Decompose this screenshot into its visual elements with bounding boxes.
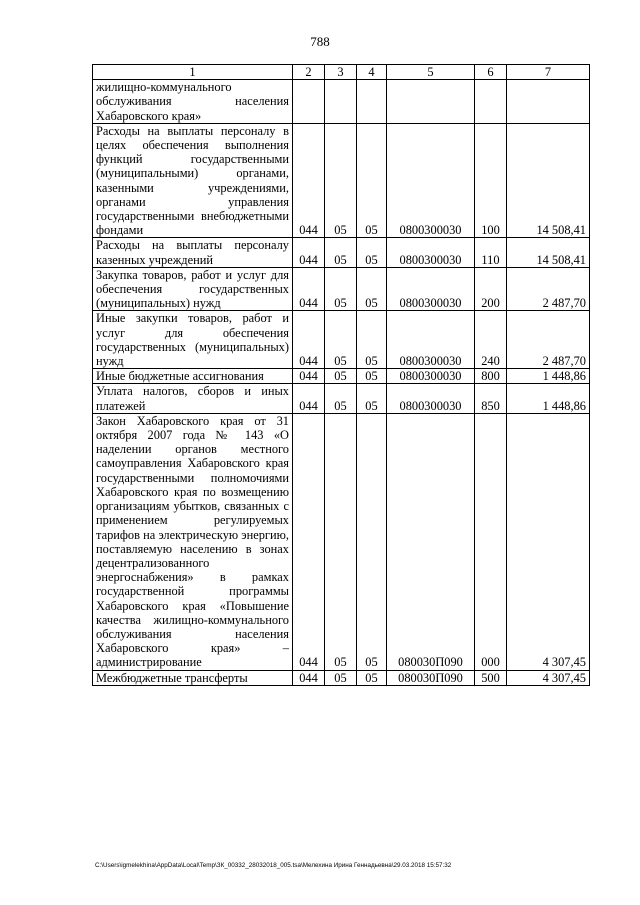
page-number: 788 <box>310 34 330 49</box>
row-sum: 2 487,70 <box>507 267 590 311</box>
row-vr: 100 <box>475 123 507 238</box>
row-vr: 850 <box>475 384 507 413</box>
column-header: 4 <box>357 65 387 80</box>
table-row <box>93 670 590 685</box>
row-csr: 0800300030 <box>387 123 475 238</box>
row-gr: 044 <box>293 238 325 267</box>
row-vr <box>475 80 507 124</box>
row-name: Расходы на выплаты персоналу в целях обеспечения выполнения функций государственными (муниципальными) органами, казенными учреждениями, органами управления государственными внебюджетными фондами <box>93 123 293 238</box>
row-sum: 1 448,86 <box>507 369 590 384</box>
column-header: 1 <box>93 65 293 80</box>
row-rz <box>325 80 357 124</box>
column-header: 6 <box>475 65 507 80</box>
table-row <box>93 80 590 124</box>
row-gr: 044 <box>293 384 325 413</box>
row-gr: 044 <box>293 267 325 311</box>
table-row <box>93 123 590 238</box>
row-name: Расходы на выплаты персоналу казенных учреждений <box>93 238 293 267</box>
row-pr: 05 <box>357 311 387 369</box>
column-header: 5 <box>387 65 475 80</box>
row-pr: 05 <box>357 238 387 267</box>
row-gr <box>293 80 325 124</box>
row-sum: 4 307,45 <box>507 413 590 670</box>
row-csr <box>387 80 475 124</box>
row-csr: 080030П090 <box>387 413 475 670</box>
table-row <box>93 267 590 311</box>
column-header: 2 <box>293 65 325 80</box>
row-pr: 05 <box>357 123 387 238</box>
row-gr: 044 <box>293 670 325 685</box>
table-row <box>93 384 590 413</box>
table-row <box>93 238 590 267</box>
row-name: Межбюджетные трансферты <box>93 670 293 685</box>
row-rz: 05 <box>325 238 357 267</box>
row-sum: 14 508,41 <box>507 123 590 238</box>
row-rz: 05 <box>325 384 357 413</box>
row-csr: 0800300030 <box>387 384 475 413</box>
row-vr: 500 <box>475 670 507 685</box>
row-name: Уплата налогов, сборов и иных платежей <box>93 384 293 413</box>
row-pr <box>357 80 387 124</box>
row-vr: 000 <box>475 413 507 670</box>
table-row <box>93 413 590 670</box>
row-sum: 14 508,41 <box>507 238 590 267</box>
row-csr: 0800300030 <box>387 311 475 369</box>
row-csr: 0800300030 <box>387 267 475 311</box>
row-name: Закупка товаров, работ и услуг для обеспечения государственных (муниципальных) нужд <box>93 267 293 311</box>
row-gr: 044 <box>293 311 325 369</box>
row-name: Закон Хабаровского края от 31 октября 2007 года № 143 «О наделении органов местного самоуправления Хабаровского края государственными полномочиями Хабаровского края по возмещению организациям убытков, связанных с применением регулируемых тарифов на электрическую энергию, поставляемую населению в зонах децентрализованного энергоснабжения» в рамках государственной программы Хабаровского края «Повышение качества жилищно-коммунального обслуживания населения Хабаровского края» – администрирование <box>93 413 293 670</box>
row-rz: 05 <box>325 670 357 685</box>
table-header-row <box>93 65 590 80</box>
row-rz: 05 <box>325 311 357 369</box>
row-csr: 0800300030 <box>387 369 475 384</box>
row-vr: 110 <box>475 238 507 267</box>
row-gr: 044 <box>293 123 325 238</box>
row-name: Иные бюджетные ассигнования <box>93 369 293 384</box>
row-pr: 05 <box>357 267 387 311</box>
row-rz: 05 <box>325 123 357 238</box>
row-name: Иные закупки товаров, работ и услуг для обеспечения государственных (муниципальных) нужд <box>93 311 293 369</box>
column-header: 7 <box>507 65 590 80</box>
row-sum: 4 307,45 <box>507 670 590 685</box>
file-path-footer: C:\Users\igmelekhina\AppData\Local\Temp\ЗК_00332_28032018_005.tsa\Мелехина Ирина Геннадьевна\29.03.2018 15:57:32 <box>95 862 452 869</box>
column-header: 3 <box>325 65 357 80</box>
row-vr: 240 <box>475 311 507 369</box>
row-rz: 05 <box>325 267 357 311</box>
budget-table <box>92 64 590 686</box>
row-pr: 05 <box>357 670 387 685</box>
row-csr: 080030П090 <box>387 670 475 685</box>
row-sum <box>507 80 590 124</box>
row-vr: 800 <box>475 369 507 384</box>
row-pr: 05 <box>357 413 387 670</box>
row-pr: 05 <box>357 384 387 413</box>
row-sum: 1 448,86 <box>507 384 590 413</box>
table-row <box>93 311 590 369</box>
row-gr: 044 <box>293 413 325 670</box>
row-rz: 05 <box>325 413 357 670</box>
row-pr: 05 <box>357 369 387 384</box>
table-row <box>93 369 590 384</box>
row-rz: 05 <box>325 369 357 384</box>
row-name: жилищно-коммунального обслуживания населения Хабаровского края» <box>93 80 293 124</box>
row-gr: 044 <box>293 369 325 384</box>
row-vr: 200 <box>475 267 507 311</box>
row-csr: 0800300030 <box>387 238 475 267</box>
row-sum: 2 487,70 <box>507 311 590 369</box>
